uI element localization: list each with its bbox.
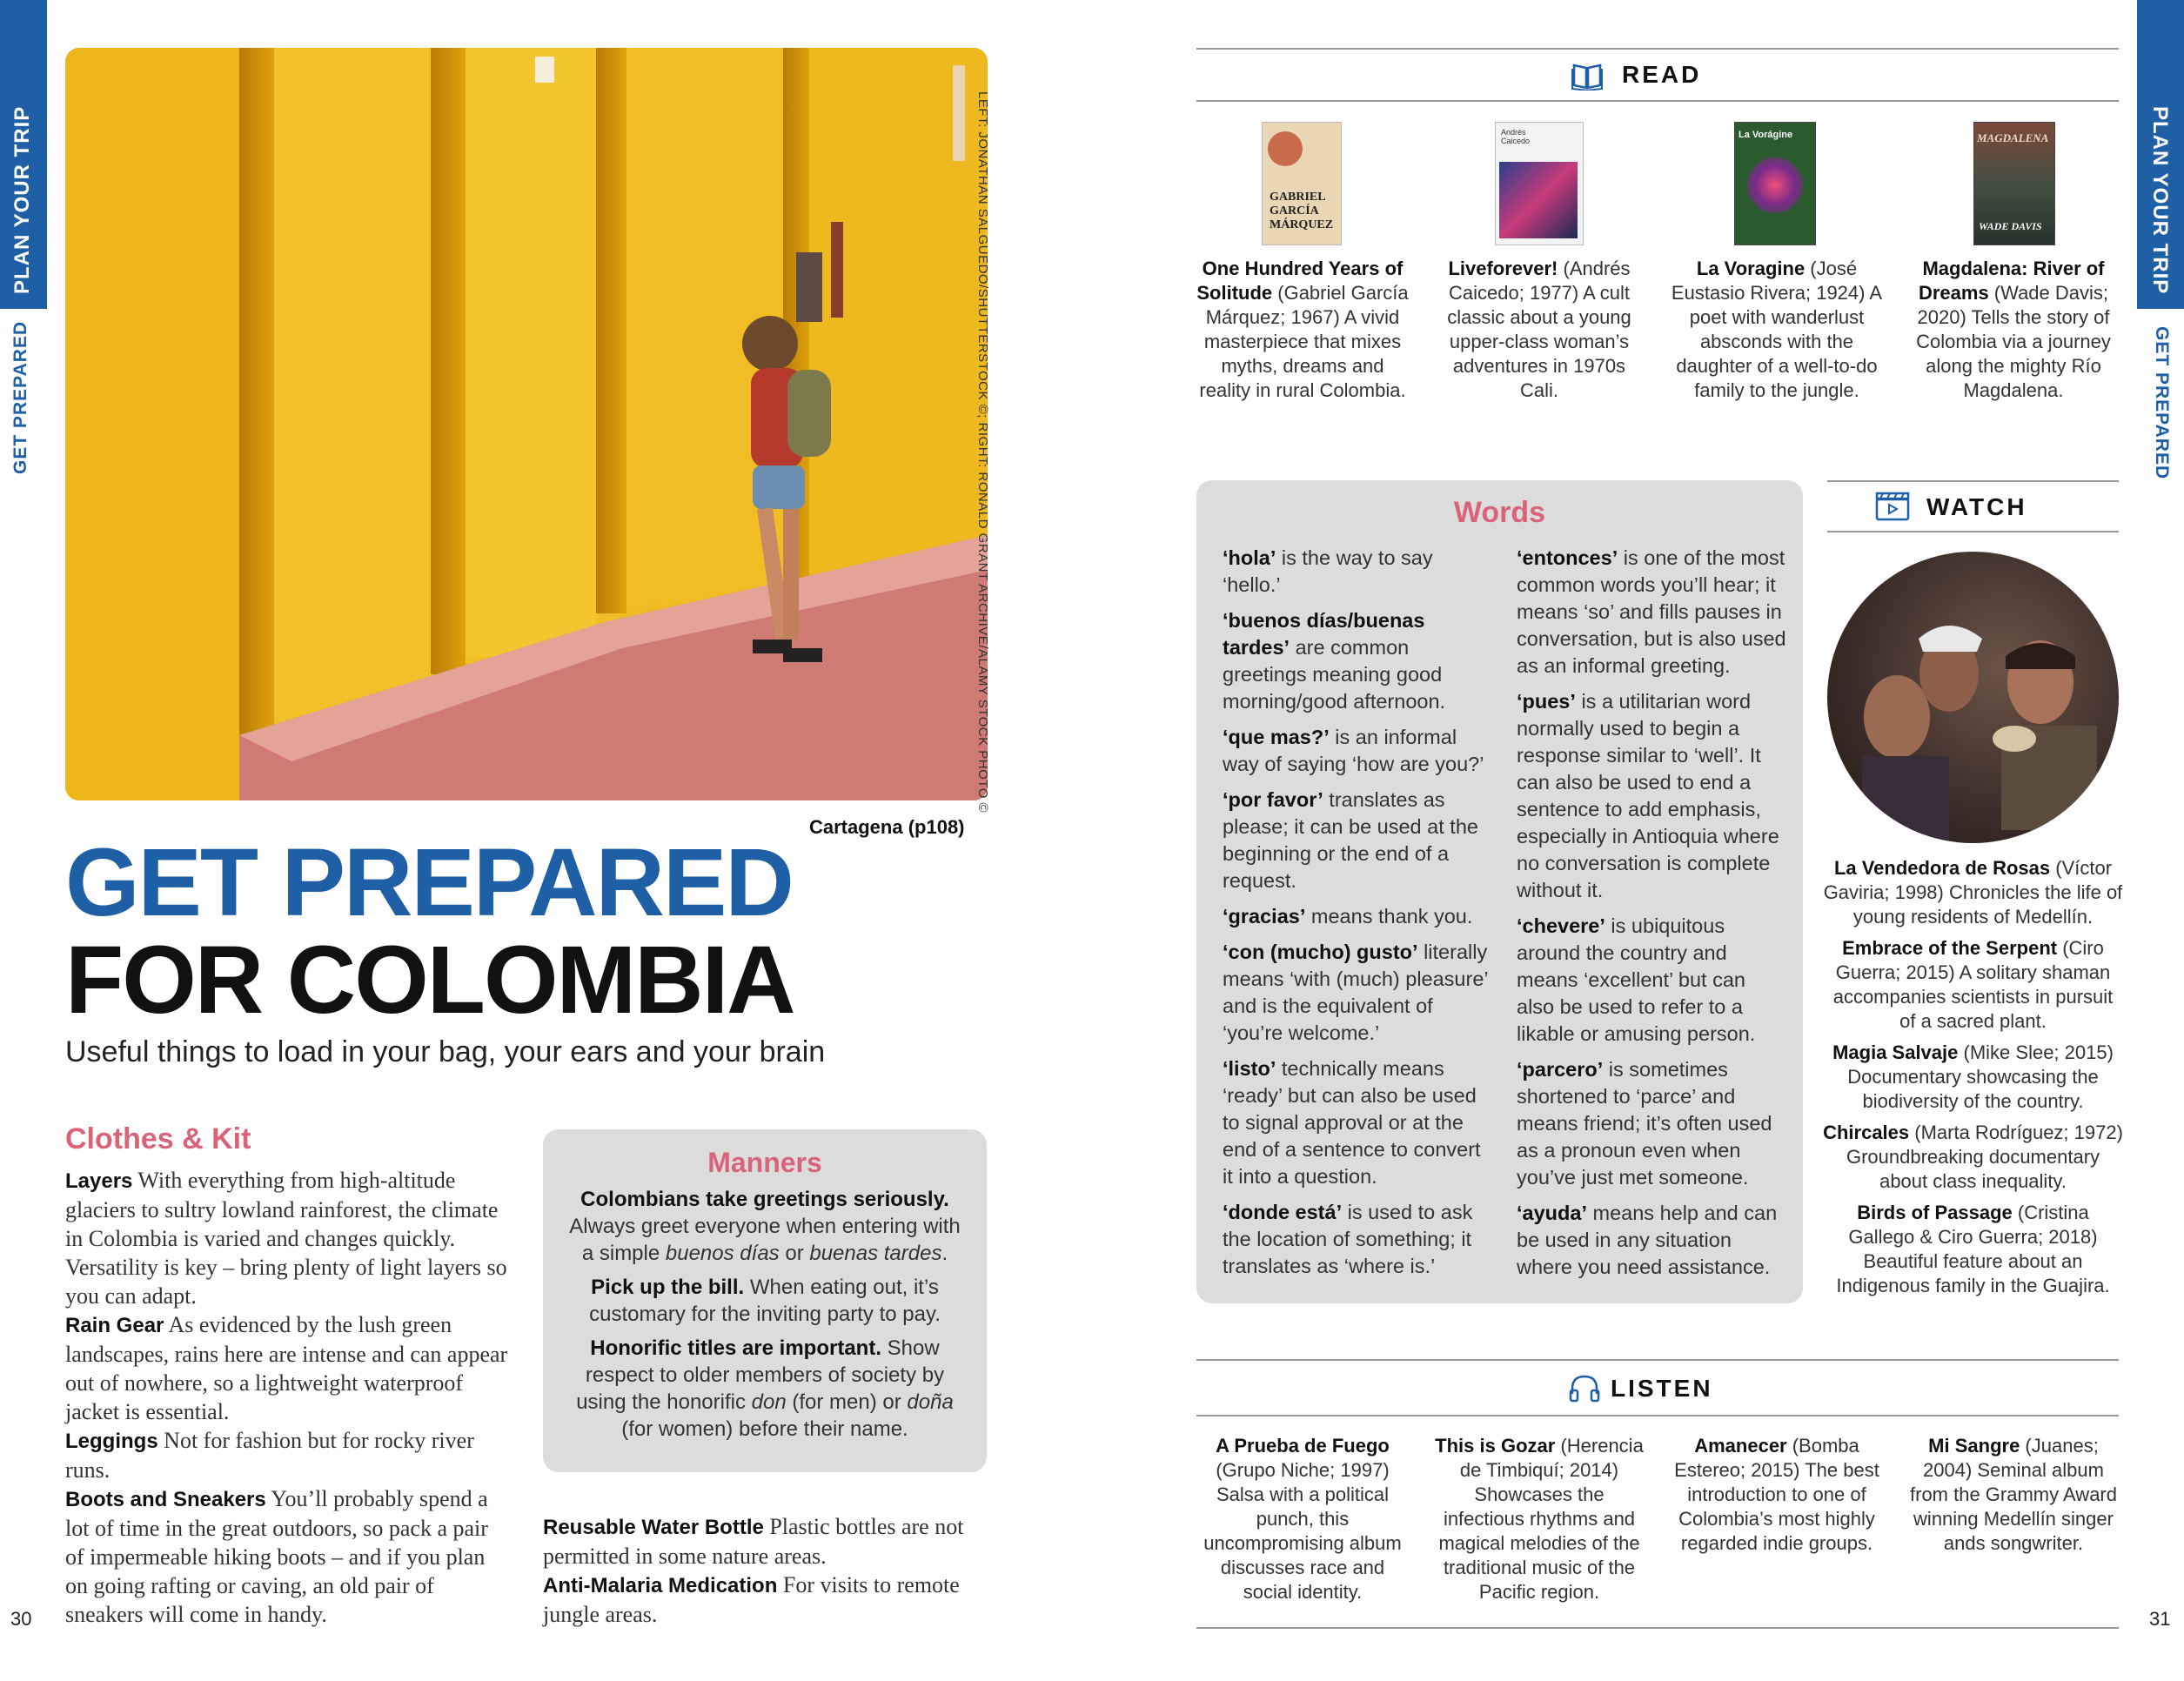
- listen-rule-end: [1196, 1627, 2119, 1629]
- manners-heading: Manners: [707, 1147, 822, 1178]
- word-entry: ‘ayuda’ means help and can be used in any situation where you need assistance.: [1517, 1202, 1778, 1278]
- page-title-line2: FOR COLOMBIA: [65, 927, 794, 1034]
- word-entry: ‘parcero’ is sometimes shortened to ‘parce’ and means friend; it’s often used as a pronoun even when you’ve just met someone.: [1517, 1058, 1772, 1189]
- word-entry: ‘por favor’ translates as please; it can be used at the beginning or the end of a request.: [1223, 788, 1478, 892]
- photo-credit: LEFT: JONATHAN SALGUEDO/SHUTTERSTOCK ©; RIGHT: RONALD GRANT ARCHIVE/ALAMY STOCK PHOTO ©: [975, 91, 990, 814]
- word-entry: ‘gracias’ means thank you.: [1223, 905, 1473, 928]
- album-entry: Amanecer (Bomba Estereo; 2015) The best introduction to one of Colombia’s most highly regarded indie groups.: [1674, 1435, 1879, 1554]
- word-entry: ‘chevere’ is ubiquitous around the country and means ‘excellent’ but can also be used to refer to a likable or amusing person.: [1517, 914, 1756, 1045]
- manners-item: Colombians take greetings seriously. Always greet everyone when entering with a simple buenos días or buenas tardes.: [569, 1188, 961, 1265]
- film-entry: Magia Salvaje (Mike Slee; 2015) Documentary showcasing the biodiversity of the country.: [1832, 1041, 2114, 1112]
- album-entry: This is Gozar (Herencia de Timbiquí; 2014) Showcases the infectious rhythms and magical melodies of the traditional music of the Pacific region.: [1435, 1435, 1644, 1603]
- watch-rule-bottom: [1827, 531, 2119, 532]
- manners-box: [543, 1129, 987, 1472]
- book-entry: Liveforever! (Andrés Caicedo; 1977) A cult classic about a young upper-class woman’s adventures in 1970s Cali.: [1447, 258, 1631, 401]
- side-tab-right-section-label: GET PREPARED: [2152, 326, 2172, 480]
- words-box: [1196, 480, 1803, 1303]
- album-entry: A Prueba de Fuego (Grupo Niche; 1997) Salsa with a political punch, this uncompromising album discusses race and social identity.: [1203, 1435, 1402, 1603]
- page-title-line1: GET PREPARED: [65, 829, 793, 936]
- word-entry: ‘entonces’ is one of the most common words you’ll hear; it means ‘so’ and fills pauses in conversation, but is also used as an informal greeting.: [1517, 546, 1786, 677]
- photo-caption: Cartagena (p108): [809, 816, 965, 838]
- film-entry: La Vendedora de Rosas (Víctor Gaviria; 1998) Chronicles the life of young residents of Medellín.: [1823, 857, 2123, 928]
- watch-rule-top: [1827, 480, 2119, 482]
- book-icon: [1571, 61, 1603, 95]
- film-entry: Embrace of the Serpent (Ciro Guerra; 2015) A solitary shaman accompanies scientists in pursuit of a sacred plant.: [1832, 937, 2114, 1032]
- page-subtitle: Useful things to load in your bag, your ears and your brain: [65, 1035, 826, 1068]
- read-rule-bottom: [1196, 100, 2119, 102]
- kit-item: Boots and Sneakers You’ll probably spend a lot of time in the great outdoors, so pack a pair of impermeable hiking boots – and if you plan on going rafting or caving, an old pair of sneakers will come in handy.: [65, 1486, 488, 1627]
- page-number-left: 30: [10, 1608, 32, 1630]
- kit-item: Layers With everything from high-altitude glaciers to sultry lowland rainforest, the climate in Colombia is varied and changes quickly. Versatility is key – bring plenty of light layers so you can adapt.: [65, 1168, 507, 1309]
- book-entry: Magdalena: River of Dreams (Wade Davis; 2020) Tells the story of Colombia via a journey along the mighty Río Magdalena.: [1916, 258, 2111, 401]
- film-entry: Birds of Passage (Cristina Gallego & Ciro Guerra; 2018) Beautiful feature about an Indigenous family in the Guajira.: [1836, 1202, 2110, 1296]
- word-entry: ‘listo’ technically means ‘ready’ but can also be used to signal approval or at the end of a sentence to convert it into a question.: [1223, 1057, 1481, 1188]
- book-cover-liveforever: Andrés Caicedo: [1495, 122, 1584, 245]
- page-number-right: 31: [2149, 1608, 2171, 1630]
- read-rule-top: [1196, 48, 2119, 50]
- kit-item: Reusable Water Bottle Plastic bottles are not permitted in some nature areas.: [543, 1514, 964, 1569]
- listen-heading: LISTEN: [1611, 1375, 1713, 1402]
- word-entry: ‘pues’ is a utilitarian word normally used to begin a response similar to ‘well’. It can also be used to end a sentence to add emphasis, especially in Antioquia where no conversation is complete without it.: [1517, 690, 1779, 901]
- clothes-kit-heading: Clothes & Kit: [65, 1122, 251, 1155]
- film-entry: Chircales (Marta Rodríguez; 1972) Groundbreaking documentary about class inequality.: [1823, 1122, 2123, 1192]
- album-entry: Mi Sangre (Juanes; 2004) Seminal album from the Grammy Award winning Medellín singer ands songwriter.: [1910, 1435, 2117, 1554]
- read-heading: READ: [1622, 61, 1702, 88]
- kit-item: Anti-Malaria Medication For visits to remote jungle areas.: [543, 1572, 960, 1627]
- kit-item: Rain Gear As evidenced by the lush green landscapes, rains here are intense and can appear out of nowhere, so a lightweight waterproof jacket is essential.: [65, 1312, 508, 1424]
- film-still-photo: [1827, 552, 2119, 843]
- listen-rule-top: [1196, 1359, 2119, 1361]
- listen-rule-bottom: [1196, 1415, 2119, 1416]
- side-tab-right-active-label: PLAN YOUR TRIP: [2148, 106, 2172, 295]
- words-column-right: [1517, 545, 1786, 1289]
- clothes-kit-list-2: [543, 1512, 995, 1629]
- side-tab-left-section-label: GET PREPARED: [10, 320, 30, 474]
- film-clapper-icon: [1875, 490, 1910, 526]
- cartagena-photo: [65, 48, 988, 800]
- words-heading: Words: [1453, 496, 1546, 529]
- word-entry: ‘con (mucho) gusto’ literally means ‘with (much) pleasure’ and is the equivalent of ‘you’re welcome.’: [1223, 941, 1488, 1044]
- film-list: [1823, 856, 2123, 1305]
- headphones-icon: [1569, 1373, 1600, 1407]
- manners-item: Honorific titles are important. Show respect to older members of society by using the honorific don (for men) or doña (for women) before their name.: [576, 1336, 954, 1441]
- book-entry: La Voragine (José Eustasio Rivera; 1924) A poet with wanderlust absconds with the daughter of a well-to-do family to the jungle.: [1671, 258, 1883, 401]
- kit-item: Leggings Not for fashion but for rocky river runs.: [65, 1428, 474, 1483]
- book-cover-magdalena: MAGDALENA WADE DAVIS: [1973, 122, 2055, 245]
- watch-heading: WATCH: [1926, 493, 2027, 520]
- manners-item: Pick up the bill. When eating out, it’s customary for the inviting party to pay.: [589, 1276, 941, 1326]
- words-column-left: [1223, 545, 1492, 1289]
- clothes-kit-list: [65, 1166, 509, 1629]
- book-entry: One Hundred Years of Solitude (Gabriel García Márquez; 1967) A vivid masterpiece that mixes myths, dreams and reality in rural Colombia.: [1196, 258, 1409, 401]
- book-cover-la-voragine: La Vorágine: [1734, 122, 1816, 245]
- word-entry: ‘que mas?’ is an informal way of saying ‘how are you?’: [1223, 726, 1484, 775]
- side-tab-left-active-label: PLAN YOUR TRIP: [10, 105, 34, 294]
- word-entry: ‘donde está’ is used to ask the location of something; it translates as ‘where is.’: [1223, 1201, 1473, 1277]
- book-cover-one-hundred-years: GABRIEL GARCÍA MÁRQUEZ: [1262, 122, 1342, 245]
- word-entry: ‘hola’ is the way to say ‘hello.’: [1223, 546, 1433, 596]
- word-entry: ‘buenos días/buenas tardes’ are common greetings meaning good morning/good afternoon.: [1223, 609, 1446, 713]
